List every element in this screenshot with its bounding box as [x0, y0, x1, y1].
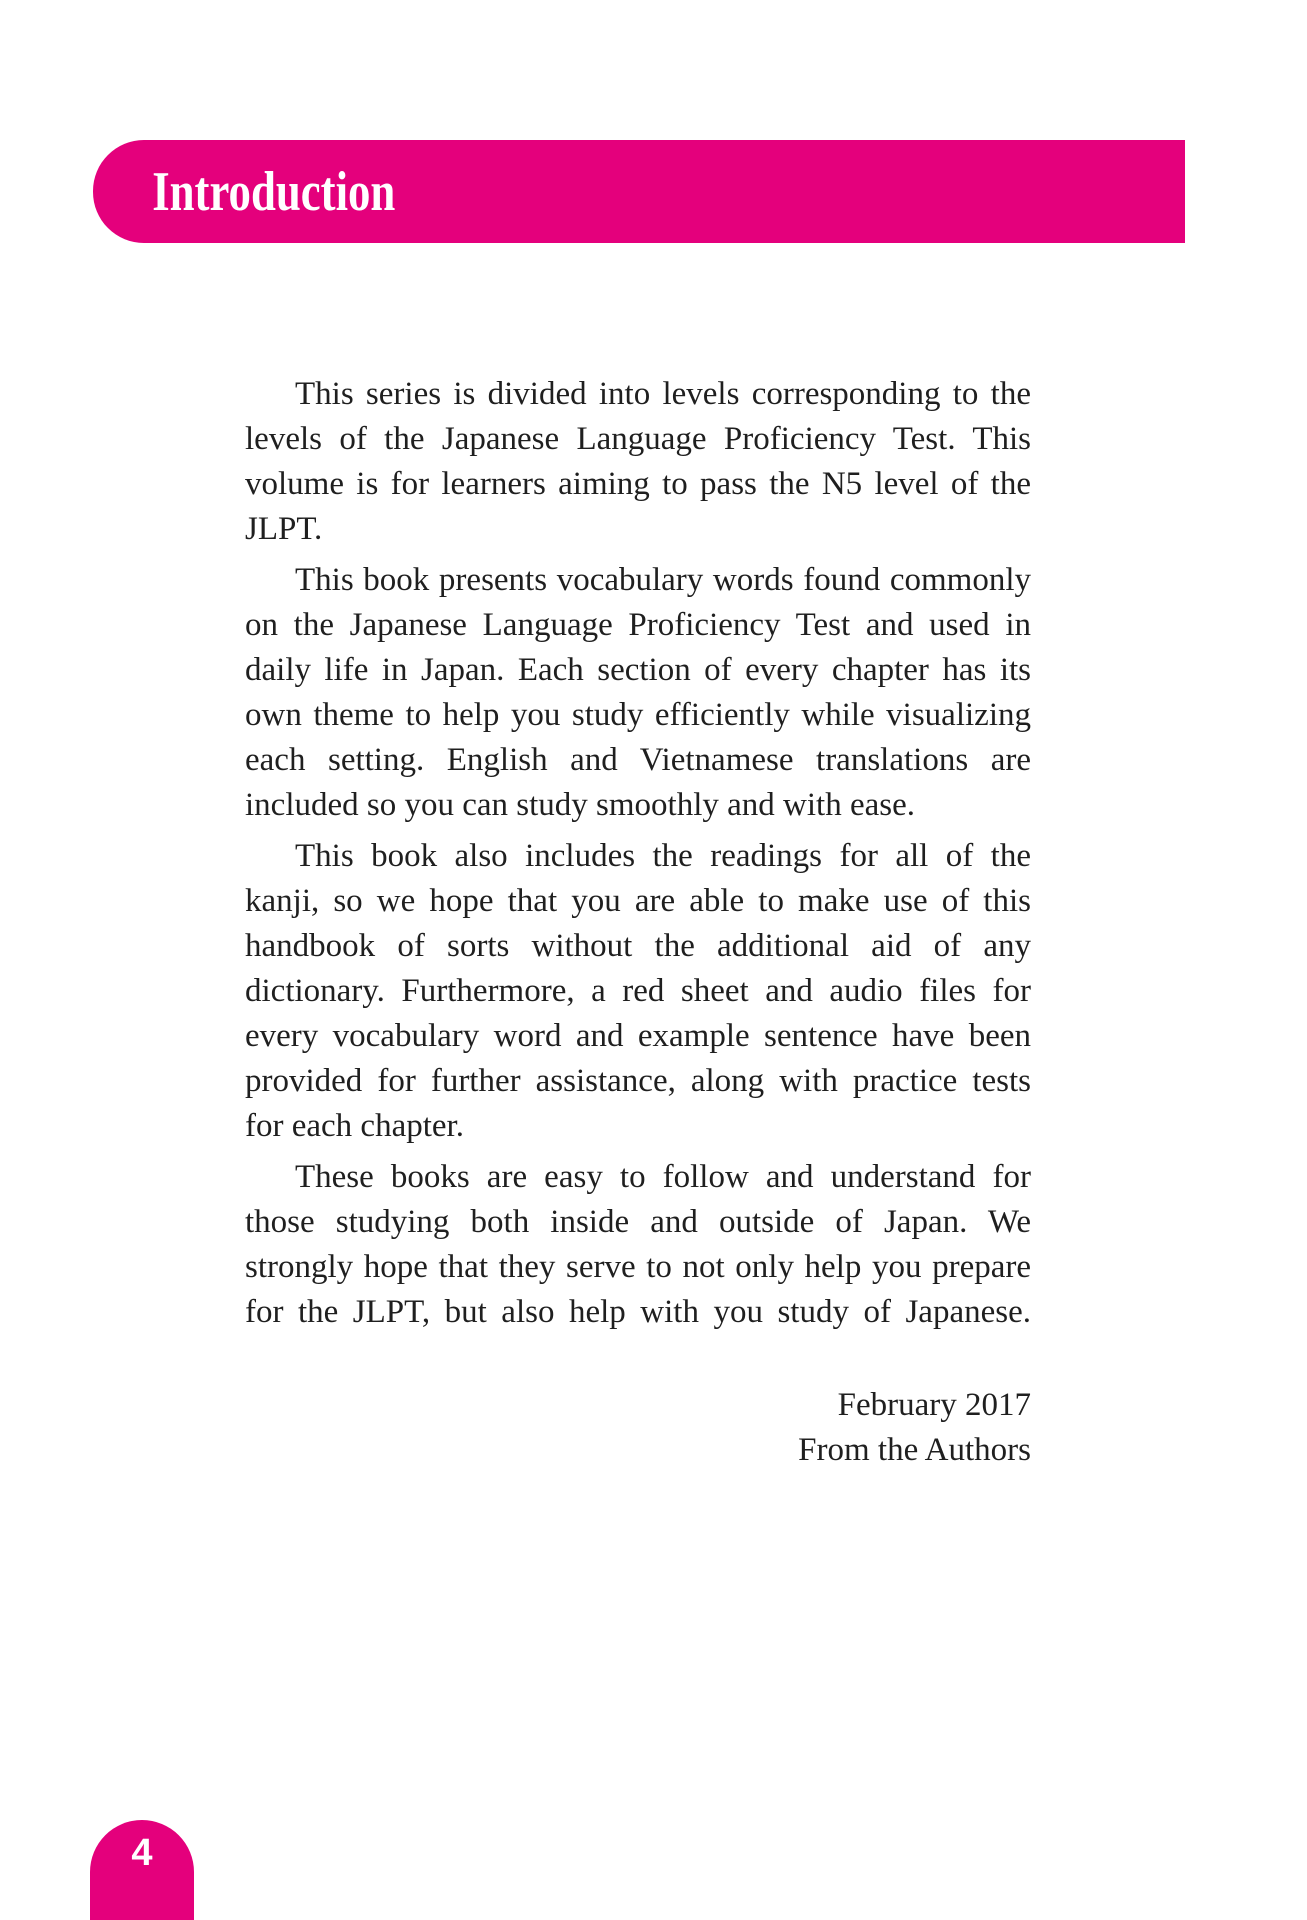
signature-date: February 2017	[837, 1387, 1031, 1423]
text-line: dictionary. Furthermore, a red sheet and audio files for	[245, 973, 1031, 1009]
text-line: every vocabulary word and example sentence have been	[245, 1018, 1031, 1054]
text-line: This book presents vocabulary words found commonly	[295, 562, 1031, 598]
paragraph	[245, 372, 1031, 552]
text-line: JLPT.	[245, 511, 323, 547]
text-line: kanji, so we hope that you are able to make use of this	[245, 883, 1031, 919]
text-line: levels of the Japanese Language Proficiency Test. This	[245, 421, 1031, 457]
text-line: for the JLPT, but also help with you study of Japanese.	[245, 1294, 1031, 1330]
body-text	[245, 372, 1031, 1473]
text-line: included so you can study smoothly and with ease.	[245, 787, 915, 823]
text-line: own theme to help you study efficiently while visualizing	[245, 697, 1031, 733]
text-line: volume is for learners aiming to pass the N5 level of the	[245, 466, 1031, 502]
paragraph	[245, 834, 1031, 1149]
text-line: daily life in Japan. Each section of every chapter has its	[245, 652, 1031, 688]
paragraph	[245, 1155, 1031, 1335]
signature-block	[245, 1383, 1031, 1473]
paragraph	[245, 558, 1031, 828]
text-line: those studying both inside and outside of Japan. We	[245, 1204, 1031, 1240]
text-line: provided for further assistance, along with practice tests	[245, 1063, 1031, 1099]
signature-author: From the Authors	[798, 1432, 1031, 1468]
text-line: each setting. English and Vietnamese translations are	[245, 742, 1031, 778]
text-line: handbook of sorts without the additional aid of any	[245, 928, 1031, 964]
text-line: This book also includes the readings for all of the	[295, 838, 1031, 874]
text-line: for each chapter.	[245, 1108, 464, 1144]
text-line: on the Japanese Language Proficiency Test and used in	[245, 607, 1031, 643]
text-line: strongly hope that they serve to not only help you prepare	[245, 1249, 1031, 1285]
chapter-title: Introduction	[152, 160, 396, 223]
page-number-tab	[90, 1820, 194, 1920]
text-line: This series is divided into levels corresponding to the	[295, 376, 1031, 412]
page-number: 4	[131, 1832, 153, 1874]
text-line: These books are easy to follow and understand for	[295, 1159, 1031, 1195]
chapter-banner	[93, 140, 1185, 243]
